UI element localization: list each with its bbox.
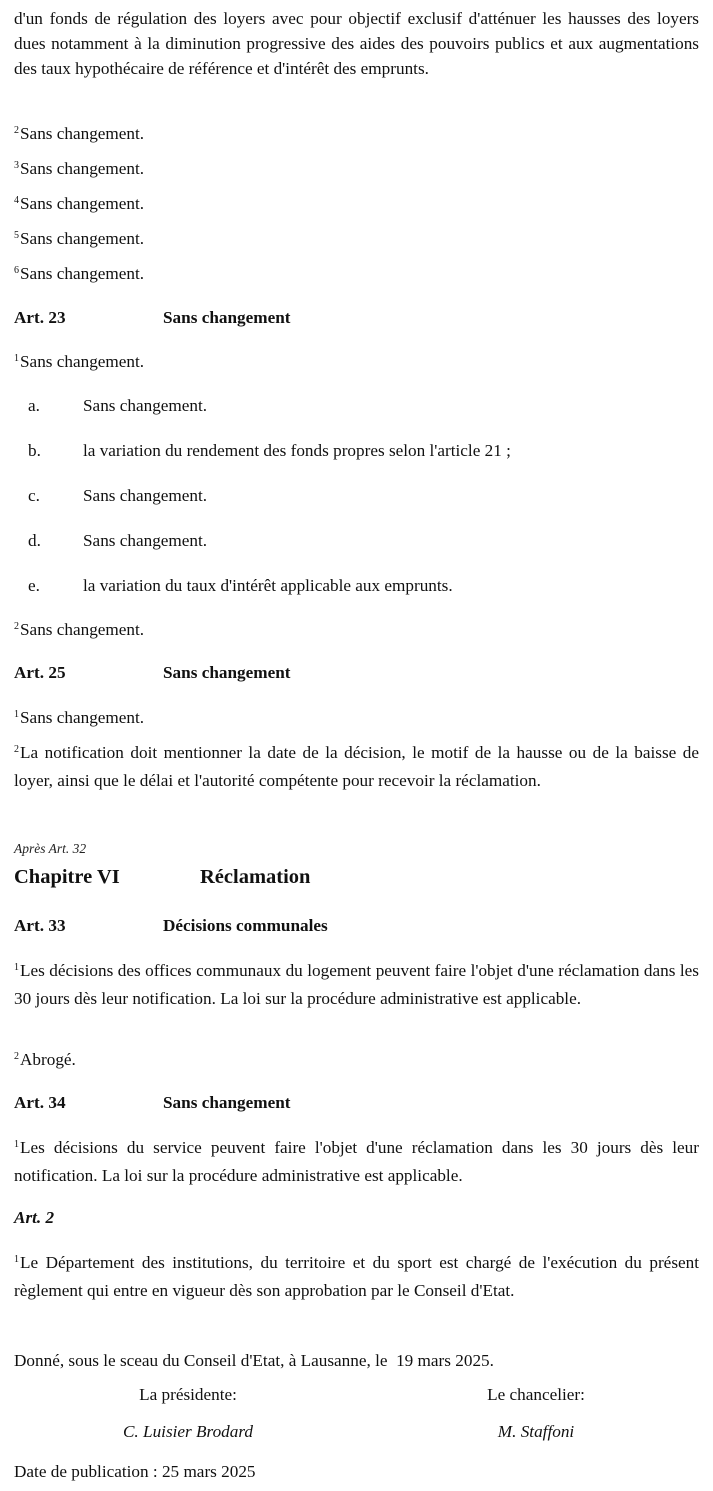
- article-heading-33: Art. 33 Décisions communales: [14, 916, 328, 935]
- art34-alinea-1: $^1$Les décisions du service peuvent faire l'objet d'une réclamation dans les 30 jours dès leur notification. La loi sur la procédure administrative est applicable.: [14, 1138, 699, 1185]
- art25-alinea-2: $^2$La notification doit mentionner la date de la décision, le motif de la hausse ou de la baisse de loyer, ainsi que le délai et l'autorité compétente pour recevoir la réclamation.: [14, 743, 699, 790]
- after-article-note: Après Art. 32: [14, 841, 87, 856]
- given-statement: Donné, sous le sceau du Conseil d'Etat, à Lausanne, le 19 mars 2025.: [14, 1351, 494, 1370]
- signature-left-role: La présidente:: [139, 1385, 237, 1404]
- alinea-2: $^2$Sans changement.: [14, 124, 145, 143]
- art23-alinea-1: $^1$Sans changement.: [14, 352, 145, 371]
- signature-right-name: M. Staffoni: [497, 1422, 575, 1441]
- publication-date: Date de publication : 25 mars 2025: [14, 1462, 256, 1481]
- art33-alinea-1: $^1$Les décisions des offices communaux du logement peuvent faire l'objet d'une réclamation dans les 30 jours dès leur notification. La loi sur la procédure administrative est applicable.: [14, 961, 699, 1008]
- signature-right: [436, 1382, 636, 1444]
- paragraph-intro: d'un fonds de régulation des loyers avec pour objectif exclusif d'atténuer les hausses des loyers dues notamment à la diminution progressive des aides des pouvoirs publics et aux augmentations des taux hypothécaire de référence et d'intérêt des emprunts.: [14, 9, 699, 78]
- art2-alinea-1: $^1$Le Département des institutions, du territoire et du sport est chargé de l'exécution du présent règlement qui entre en vigueur dès son approbation par le Conseil d'Etat.: [14, 1253, 699, 1300]
- signature-left: [88, 1382, 288, 1444]
- alinea-5: $^5$Sans changement.: [14, 229, 145, 248]
- art23-alinea-2: $^2$Sans changement.: [14, 620, 145, 639]
- art33-alinea-2: $^2$Abrogé.: [14, 1050, 76, 1069]
- alinea-3: $^3$Sans changement.: [14, 159, 145, 178]
- article-heading-34: Art. 34 Sans changement: [14, 1093, 291, 1112]
- article-heading-2: Art. 2: [14, 1208, 55, 1227]
- article-heading-25: Art. 25 Sans changement: [14, 663, 291, 682]
- signature-left-name: C. Luisier Brodard: [122, 1422, 254, 1441]
- article-heading-23: Art. 23 Sans changement: [14, 308, 291, 327]
- art25-alinea-1: $^1$Sans changement.: [14, 708, 145, 727]
- signature-right-role: Le chancelier:: [487, 1385, 585, 1404]
- alinea-4: $^4$Sans changement.: [14, 194, 145, 213]
- chapter-heading: Chapitre VI Réclamation: [14, 866, 311, 888]
- alinea-6: $^6$Sans changement.: [14, 264, 145, 283]
